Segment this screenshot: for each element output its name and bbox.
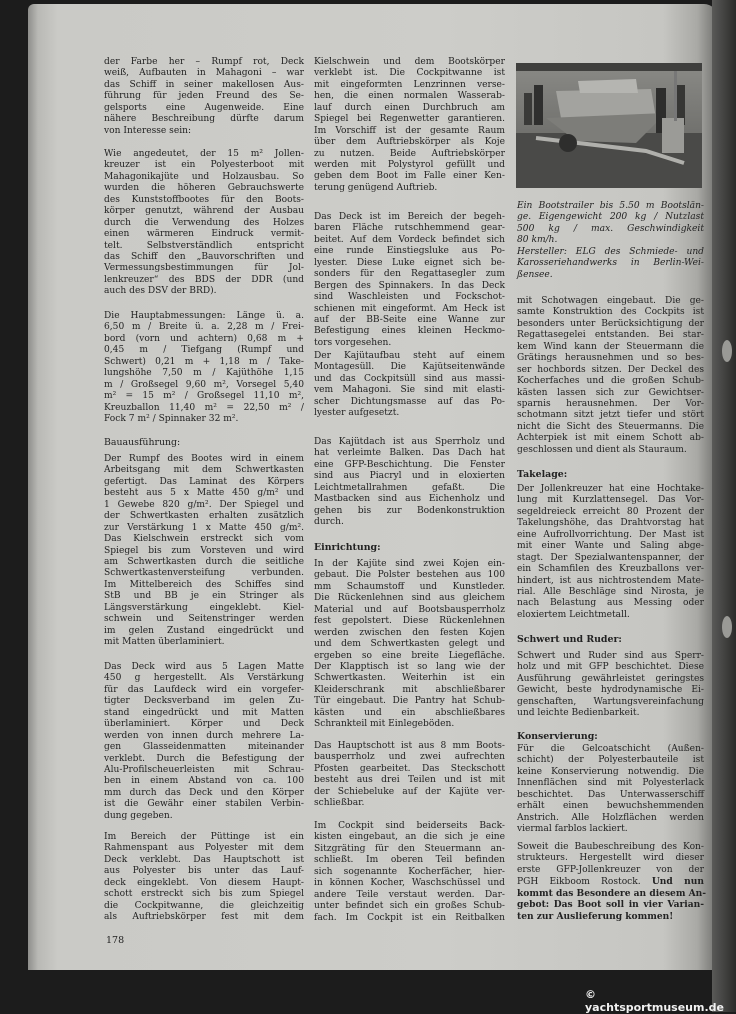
text-line: verklebt. Durch die Befestigung der bbox=[104, 753, 304, 764]
text-line: mit Schotwagen eingebaut. Die ge- bbox=[517, 296, 704, 306]
text-line: Ausführung gewährleistet geringstes bbox=[517, 673, 704, 684]
text-line: 500 kg / max. Geschwindigkeit bbox=[517, 223, 704, 234]
text-line: Das Hauptschott ist aus 8 mm Boots- bbox=[314, 741, 505, 751]
text-line: Soweit die Baubeschreibung des Kon- bbox=[517, 842, 704, 852]
text-line: Grätings herausnehmen und so bes- bbox=[517, 353, 704, 364]
text-line: kreuzer ist ein Polyesterboot mit bbox=[104, 160, 304, 171]
text-line: Kocherfaches und die großen Schub- bbox=[517, 376, 704, 387]
text-line: holz und mit GFP beschichtet. Diese bbox=[517, 662, 704, 673]
text-line: segeldreieck erreicht 80 Prozent der bbox=[517, 506, 704, 517]
text-line: gebaut. Die Polster bestehen aus 100 bbox=[314, 570, 505, 581]
text-line: das Schiff den „Bauvorschriften und bbox=[104, 251, 304, 262]
text-line: Schrankteil mit Einlegeböden. bbox=[314, 719, 455, 730]
bold-text-segment: gebot: Das Boot soll in vier Varian- bbox=[517, 899, 704, 911]
text-line: des Kunststoffbootes für den Boots- bbox=[104, 194, 304, 205]
text-line: schotmann sitzt jetzt tiefer und stört bbox=[517, 410, 704, 421]
text-line: weiß, Aufbauten in Mahagoni – war bbox=[104, 68, 304, 79]
text-line: Die Rückenlehnen sind aus gleichem bbox=[314, 593, 505, 604]
text-line: Kreuzballon 11,40 m² = 22,50 m² / bbox=[104, 402, 304, 413]
text-line: Das Deck wird aus 5 Lagen Matte bbox=[104, 662, 304, 672]
text-line: durch. bbox=[314, 517, 344, 528]
text-line: Schwertkastenversteifung verbunden. bbox=[104, 568, 304, 579]
text-line: Karosseriehandwerks in Berlin-Wei- bbox=[517, 258, 704, 269]
text-line: kisten eingebaut, an die sich je eine bbox=[314, 832, 505, 843]
paragraph bbox=[314, 437, 505, 529]
text-line: tors vorgesehen. bbox=[314, 337, 392, 348]
bold-text-segment: kommt das Besondere an diesem An- bbox=[517, 887, 707, 899]
text-line: eine runde Einstiegsluke aus Po- bbox=[314, 246, 505, 257]
text-line: auf der BB-Seite eine Wanne zur bbox=[314, 314, 505, 325]
text-line: lung mit Kurzlattensegel. Das Vor- bbox=[517, 495, 704, 506]
text-line: unter befindet sich ein großes Schub- bbox=[314, 901, 505, 912]
text-line: Takelungshöhe, das Drahtvorstag hat bbox=[517, 518, 704, 529]
text-line: nähere Beschreibung dürfte darum bbox=[104, 114, 304, 125]
text-line: eine GFP-Beschichtung. Die Fenster bbox=[314, 459, 505, 470]
text-line: gehen bis zur Bodenkonstruktion bbox=[314, 505, 505, 516]
text-line: fest gepolstert. Diese Rückenlehnen bbox=[314, 616, 505, 627]
text-line: mit Matten überlaminiert. bbox=[104, 637, 225, 647]
text-line: baren Fläche rutschhemmend gear- bbox=[314, 223, 505, 234]
text-line: der Schwertkasten erhalten zusätzlich bbox=[104, 511, 304, 522]
text-line: zu nutzen. Beide Auftriebskörper bbox=[314, 148, 505, 159]
text-line: mm durch das Deck und den Körper bbox=[104, 787, 304, 798]
text-line: sind Waschleisten und Fockschot- bbox=[314, 292, 505, 303]
text-line: Das Kajütdach ist aus Sperrholz und bbox=[314, 437, 505, 447]
paragraph bbox=[517, 296, 704, 456]
text-line: andere Teile verstaut werden. Dar- bbox=[314, 889, 505, 900]
text-line: bord (vorn und achtern) 0,68 m + bbox=[104, 333, 304, 344]
text-line: Im Cockpit sind beiderseits Back- bbox=[314, 821, 505, 831]
text-line: schwein und Seitenstringer werden bbox=[104, 614, 304, 625]
text-line: nicht die Sicht des Steuermanns. Die bbox=[517, 421, 704, 432]
text-line: gefertigt. Das Laminat des Körpers bbox=[104, 476, 304, 487]
text-line: Der Rumpf des Bootes wird in einem bbox=[104, 454, 304, 464]
text-line: werden mit Polystyrol gefüllt und bbox=[314, 159, 505, 170]
text-line: besteht aus drei Teilen und ist mit bbox=[314, 775, 505, 786]
text-line: Für die Gelcoatschicht (Außen- bbox=[517, 744, 704, 754]
text-line: hat verleimte Balken. Das Dach hat bbox=[314, 448, 505, 459]
text-line: Längsverstärkung eingeklebt. Kiel- bbox=[104, 602, 304, 613]
text-line: Der Klapptisch ist so lang wie der bbox=[314, 661, 505, 672]
text-line: Tür eingebaut. Die Pantry hat Schub- bbox=[314, 696, 505, 707]
text-line: terung genügend Auftrieb. bbox=[314, 182, 438, 193]
paragraph bbox=[314, 821, 505, 924]
bold-text-segment: ten zur Auslieferung kommen! bbox=[517, 910, 674, 922]
text-line: auch des DSV der BRD). bbox=[104, 286, 217, 297]
text-line: und das Cockpitsüll sind aus massi- bbox=[314, 373, 505, 384]
text-line: Deck verklebt. Das Hauptschott ist bbox=[104, 854, 304, 865]
text-line: erhält einen bewuchshemmenden bbox=[517, 801, 704, 812]
paragraph bbox=[314, 351, 505, 420]
text-line: Schwert) 0,21 m + 1,18 m / Take- bbox=[104, 356, 304, 367]
text-line: gelsports eine Augenweide. Eine bbox=[104, 102, 304, 113]
text-line: Sitzgräting für den Steuermann an- bbox=[314, 843, 505, 854]
paragraph bbox=[314, 741, 505, 810]
text-line bbox=[517, 887, 707, 899]
text-line: aus Polyester bis unter das Lauf- bbox=[104, 866, 304, 877]
section-heading: Bauausführung: bbox=[104, 437, 181, 448]
text-line: besonders unter Berücksichtigung der bbox=[517, 318, 704, 329]
paragraph bbox=[517, 744, 704, 836]
text-line: geben dem Boot im Falle einer Ken- bbox=[314, 171, 505, 182]
text-line: Bergen des Spinnakers. In das Deck bbox=[314, 280, 505, 291]
text-line: stand eingedrückt und mit Matten bbox=[104, 707, 304, 718]
text-line: im gelen Zustand eingedrückt und bbox=[104, 625, 304, 636]
paragraph bbox=[104, 149, 304, 298]
text-line: schließt. Im oberen Teil befinden bbox=[314, 855, 505, 866]
text-line: über dem Auftriebskörper als Koje bbox=[314, 137, 505, 148]
text-line: lyester. Diese Luke eignet sich be- bbox=[314, 257, 505, 268]
text-line: samte Konstruktion des Cockpits ist bbox=[517, 307, 704, 318]
text-line: ser hochbords sitzen. Der Deckel des bbox=[517, 364, 704, 375]
text-line: vem Mahagoni. Sie sind mit elasti- bbox=[314, 385, 505, 396]
text-line: durch die Verwendung des Holzes bbox=[104, 217, 304, 228]
text-line: und leichte Bedienbarkeit. bbox=[517, 708, 640, 719]
text-line: von Interesse sein: bbox=[104, 125, 192, 136]
text-line: dung gegeben. bbox=[104, 810, 173, 821]
text-line: sparnis herausnehmen. Der Vor- bbox=[517, 398, 704, 409]
paragraph bbox=[104, 57, 304, 137]
text-line: ge. Eigengewicht 200 kg / Nutzlast bbox=[517, 212, 704, 223]
text-line: fach. Im Cockpit ist ein Reitbalken bbox=[314, 912, 505, 923]
text-line: und dem Schwertkasten gelegt und bbox=[314, 639, 505, 650]
text-line: 6,50 m / Breite ü. a. 2,28 m / Frei- bbox=[104, 322, 304, 333]
watermark: © yachtsportmuseum.de bbox=[585, 988, 724, 1014]
text-line: sich sogenannte Kocherfächer, hier- bbox=[314, 866, 505, 877]
text-line: zur Verstärkung 1 x Matte 450 g/m². bbox=[104, 522, 304, 533]
text-line: überlaminiert. Körper und Deck bbox=[104, 719, 304, 730]
photo-image bbox=[516, 63, 702, 188]
text-line: Mastbacken sind aus Eichenholz und bbox=[314, 494, 505, 505]
text-line: Vermessungsbestimmungen für Jol- bbox=[104, 263, 304, 274]
text-line: Kleiderschrank mit abschließbarer bbox=[314, 684, 505, 695]
text-line: In der Kajüte sind zwei Kojen ein- bbox=[314, 559, 505, 569]
text-line: hindert, ist aus nichtrostendem Mate- bbox=[517, 575, 704, 586]
text-line: stagt. Der Spezialwantenspanner, der bbox=[517, 552, 704, 563]
text-line: ist die Gewähr einer stabilen Verbin- bbox=[104, 799, 304, 810]
boat-trailer-photo bbox=[516, 63, 702, 188]
text-line: Innenflächen sind mit Polyesterlack bbox=[517, 778, 704, 789]
paragraph bbox=[314, 57, 505, 194]
text-line: Achterpiek ist mit einem Schott ab- bbox=[517, 433, 704, 444]
text-line: Im Mittelbereich des Schiffes sind bbox=[104, 579, 304, 590]
text-line: 0,45 m / Tiefgang (Rumpf und bbox=[104, 345, 304, 356]
photo-caption bbox=[517, 201, 704, 247]
text-line: viermal farblos lackiert. bbox=[517, 824, 628, 835]
paragraph bbox=[314, 212, 505, 349]
text-line: schienen mit eingeformt. Am Heck ist bbox=[314, 303, 505, 314]
text-line bbox=[517, 911, 704, 922]
text-line: Montagesüll. Die Kajütseitenwände bbox=[314, 362, 505, 373]
text-line: am Schwertkasten durch die seitliche bbox=[104, 556, 304, 567]
text-line: die Cockpitwanne, die gleichzeitig bbox=[104, 900, 304, 911]
text-line: wurden die höheren Gebrauchswerte bbox=[104, 183, 304, 194]
text-segment: PGH Eikboom Rostock. bbox=[517, 877, 652, 888]
bold-text-segment: Und nun bbox=[651, 876, 704, 888]
text-line: mm Schaumstoff und Kunstleder. bbox=[314, 581, 505, 592]
section-heading: Schwert und Ruder: bbox=[517, 634, 622, 645]
paragraph bbox=[517, 484, 704, 621]
text-line: erste GFP-Jollenkreuzer von der bbox=[517, 864, 704, 875]
text-line: Arbeitsgang mit dem Schwertkasten bbox=[104, 465, 304, 476]
paragraph-dimensions bbox=[104, 311, 304, 425]
section-heading: Einrichtung: bbox=[314, 542, 381, 553]
text-line: Befestigung eines kleinen Heckmo- bbox=[314, 326, 505, 337]
text-line: beschichtet. Das Unterwasserschiff bbox=[517, 789, 704, 800]
text-line: rial. Alle Beschläge sind Nirosta, je bbox=[517, 586, 704, 597]
text-line: in können Kocher, Waschschüssel und bbox=[314, 878, 505, 889]
text-line: einen wärmeren Eindruck vermit- bbox=[104, 229, 304, 240]
photo-caption-manufacturer bbox=[517, 247, 704, 281]
text-line: hen, die einen normalen Wasserab- bbox=[314, 91, 505, 102]
section-heading: Takelage: bbox=[517, 469, 568, 480]
text-line: ßensee. bbox=[517, 269, 553, 280]
text-line: Wie angedeutet, der 15 m² Jollen- bbox=[104, 149, 304, 159]
text-line: Mahagonikajüte und Holzausbau. So bbox=[104, 171, 304, 182]
text-line: scher Dichtungsmasse auf das Po- bbox=[314, 396, 505, 407]
text-line: führung für jeden Freund des Se- bbox=[104, 91, 304, 102]
text-line: lauf durch einen Durchbruch am bbox=[314, 102, 505, 113]
text-line: deck eingeklebt. Von diesem Haupt- bbox=[104, 877, 304, 888]
text-line: Pfosten gearbeitet. Das Steckschott bbox=[314, 763, 505, 774]
text-line: ben in einem Abstand von ca. 100 bbox=[104, 776, 304, 787]
text-line: StB und BB je ein Stringer als bbox=[104, 591, 304, 602]
text-line: der Schiebeluke auf der Kajüte ver- bbox=[314, 786, 505, 797]
text-line bbox=[517, 899, 704, 910]
page-edge-shadow bbox=[712, 0, 736, 1012]
text-line: Ein Bootstrailer bis 5.50 m Bootslän- bbox=[517, 201, 704, 211]
text-line: strukteurs. Hergestellt wird dieser bbox=[517, 853, 704, 864]
text-line: m / Großsegel 9,60 m², Vorsegel 5,40 bbox=[104, 379, 304, 390]
text-line: Spiegel bei Regenwetter garantieren. bbox=[314, 114, 505, 125]
text-line: werden von innen durch mehrere La- bbox=[104, 730, 304, 741]
text-line: 450 g hergestellt. Als Verstärkung bbox=[104, 673, 304, 684]
text-line: Die Hauptabmessungen: Länge ü. a. bbox=[104, 311, 304, 321]
text-line: eine Aufrollvorrichtung. Der Mast ist bbox=[517, 529, 704, 540]
text-line: körper genutzt, während der Ausbau bbox=[104, 206, 304, 217]
text-line: lungshöhe 7,50 m / Kajüthöhe 1,15 bbox=[104, 368, 304, 379]
binding-ring bbox=[722, 340, 732, 362]
text-line: Alu-Profilscheuerleisten mit Schrau- bbox=[104, 764, 304, 775]
text-line: Material und auf Bootsbausperrholz bbox=[314, 604, 505, 615]
text-line: mit einer Wante und Saling abge- bbox=[517, 541, 704, 552]
text-line: sonders für den Regattasegler zum bbox=[314, 269, 505, 280]
text-line: Kielschwein und dem Bootskörper bbox=[314, 57, 505, 67]
text-line: gen Glasseidenmatten miteinander bbox=[104, 742, 304, 753]
text-line: kästen und ein abschließbares bbox=[314, 707, 505, 718]
text-line: m² = 15 m² / Großsegel 11,10 m², bbox=[104, 391, 304, 402]
text-line: mit eingeformten Lenzrinnen verse- bbox=[314, 79, 505, 90]
text-line: ergeben so eine breite Liegefläche. bbox=[314, 650, 505, 661]
text-line: Gewicht, beste hydrodynamische Ei- bbox=[517, 685, 704, 696]
text-line: kästen lassen sich zur Gewichtser- bbox=[517, 387, 704, 398]
text-line: Hersteller: ELG des Schmiede- und bbox=[517, 247, 704, 257]
paragraph bbox=[104, 454, 304, 648]
text-line: nach Belastung aus Messing oder bbox=[517, 598, 704, 609]
text-line: eloxiertem Leichtmetall. bbox=[517, 609, 630, 620]
text-line: schließbar. bbox=[314, 798, 365, 809]
text-line: Im Vorschiff ist der gesamte Raum bbox=[314, 125, 505, 136]
text-line: ein Schamfilen des Kreuzballons ver- bbox=[517, 564, 704, 575]
text-line: der Farbe her – Rumpf rot, Deck bbox=[104, 57, 304, 67]
paragraph-closing bbox=[517, 842, 707, 922]
paragraph bbox=[517, 651, 704, 720]
section-heading: Konservierung: bbox=[517, 731, 598, 742]
text-line: 80 km/h. bbox=[517, 235, 558, 246]
binding-ring bbox=[722, 616, 732, 638]
paragraph bbox=[314, 559, 505, 731]
text-line: Fock 7 m² / Spinnaker 32 m². bbox=[104, 413, 239, 424]
text-line: keine Konservierung notwendig. Die bbox=[517, 766, 704, 777]
text-line: schott erstreckt sich bis zum Spiegel bbox=[104, 889, 304, 900]
text-line: Regattasegelei entstanden. Bei star- bbox=[517, 330, 704, 341]
text-line: genschaften, Wartungsvereinfachung bbox=[517, 696, 704, 707]
text-line: tigter Decksverband im gelen Zu- bbox=[104, 696, 304, 707]
text-line: Im Bereich der Püttinge ist ein bbox=[104, 832, 304, 842]
text-line: schicht) der Polyesterbauteile ist bbox=[517, 755, 704, 766]
text-line: Das Kielschwein erstreckt sich vom bbox=[104, 534, 304, 545]
text-line: Rahmenspant aus Polyester mit dem bbox=[104, 843, 304, 854]
text-line: geschlossen und dient als Stauraum. bbox=[517, 444, 687, 455]
text-line: als Auftriebskörper fest mit dem bbox=[104, 912, 304, 923]
paragraph bbox=[104, 832, 304, 924]
text-line: das Schiff in seiner makellosen Aus- bbox=[104, 79, 304, 90]
page-number: 178 bbox=[106, 935, 125, 946]
text-line: sind aus Piacryl und in eloxierten bbox=[314, 471, 505, 482]
text-line: für das Laufdeck wird ein vorgefer- bbox=[104, 684, 304, 695]
text-line: Schwert und Ruder sind aus Sperr- bbox=[517, 651, 704, 661]
text-line: Der Jollenkreuzer hat eine Hochtake- bbox=[517, 484, 704, 494]
text-line: telt. Selbstverständlich entspricht bbox=[104, 240, 304, 251]
text-line: beitet. Auf dem Vordeck befindet sich bbox=[314, 234, 505, 245]
text-line bbox=[517, 876, 704, 887]
text-line: Anstrich. Alle Holzflächen werden bbox=[517, 812, 704, 823]
text-line: Leichtmetallrahmen gefaßt. Die bbox=[314, 482, 505, 493]
text-line: lenkreuzer“ des BDS der DDR (und bbox=[104, 274, 304, 285]
text-line: lyester aufgesetzt. bbox=[314, 408, 400, 419]
text-line: verklebt ist. Die Cockpitwanne ist bbox=[314, 68, 505, 79]
text-line: Schwertkasten. Weiterhin ist ein bbox=[314, 673, 505, 684]
text-line: Der Kajütaufbau steht auf einem bbox=[314, 351, 505, 361]
text-line: kem Wind kann der Steuermann die bbox=[517, 341, 704, 352]
text-line: bausperrholz und zwei aufrechten bbox=[314, 752, 505, 763]
text-line: Spiegel bis zum Vorsteven und wird bbox=[104, 545, 304, 556]
text-line: Das Deck ist im Bereich der begeh- bbox=[314, 212, 505, 222]
paragraph bbox=[104, 662, 304, 822]
text-line: besteht aus 5 x Matte 450 g/m² und bbox=[104, 488, 304, 499]
text-line: 1 Gewebe 820 g/m². Der Spiegel und bbox=[104, 499, 304, 510]
text-line: werden zwischen den festen Kojen bbox=[314, 627, 505, 638]
